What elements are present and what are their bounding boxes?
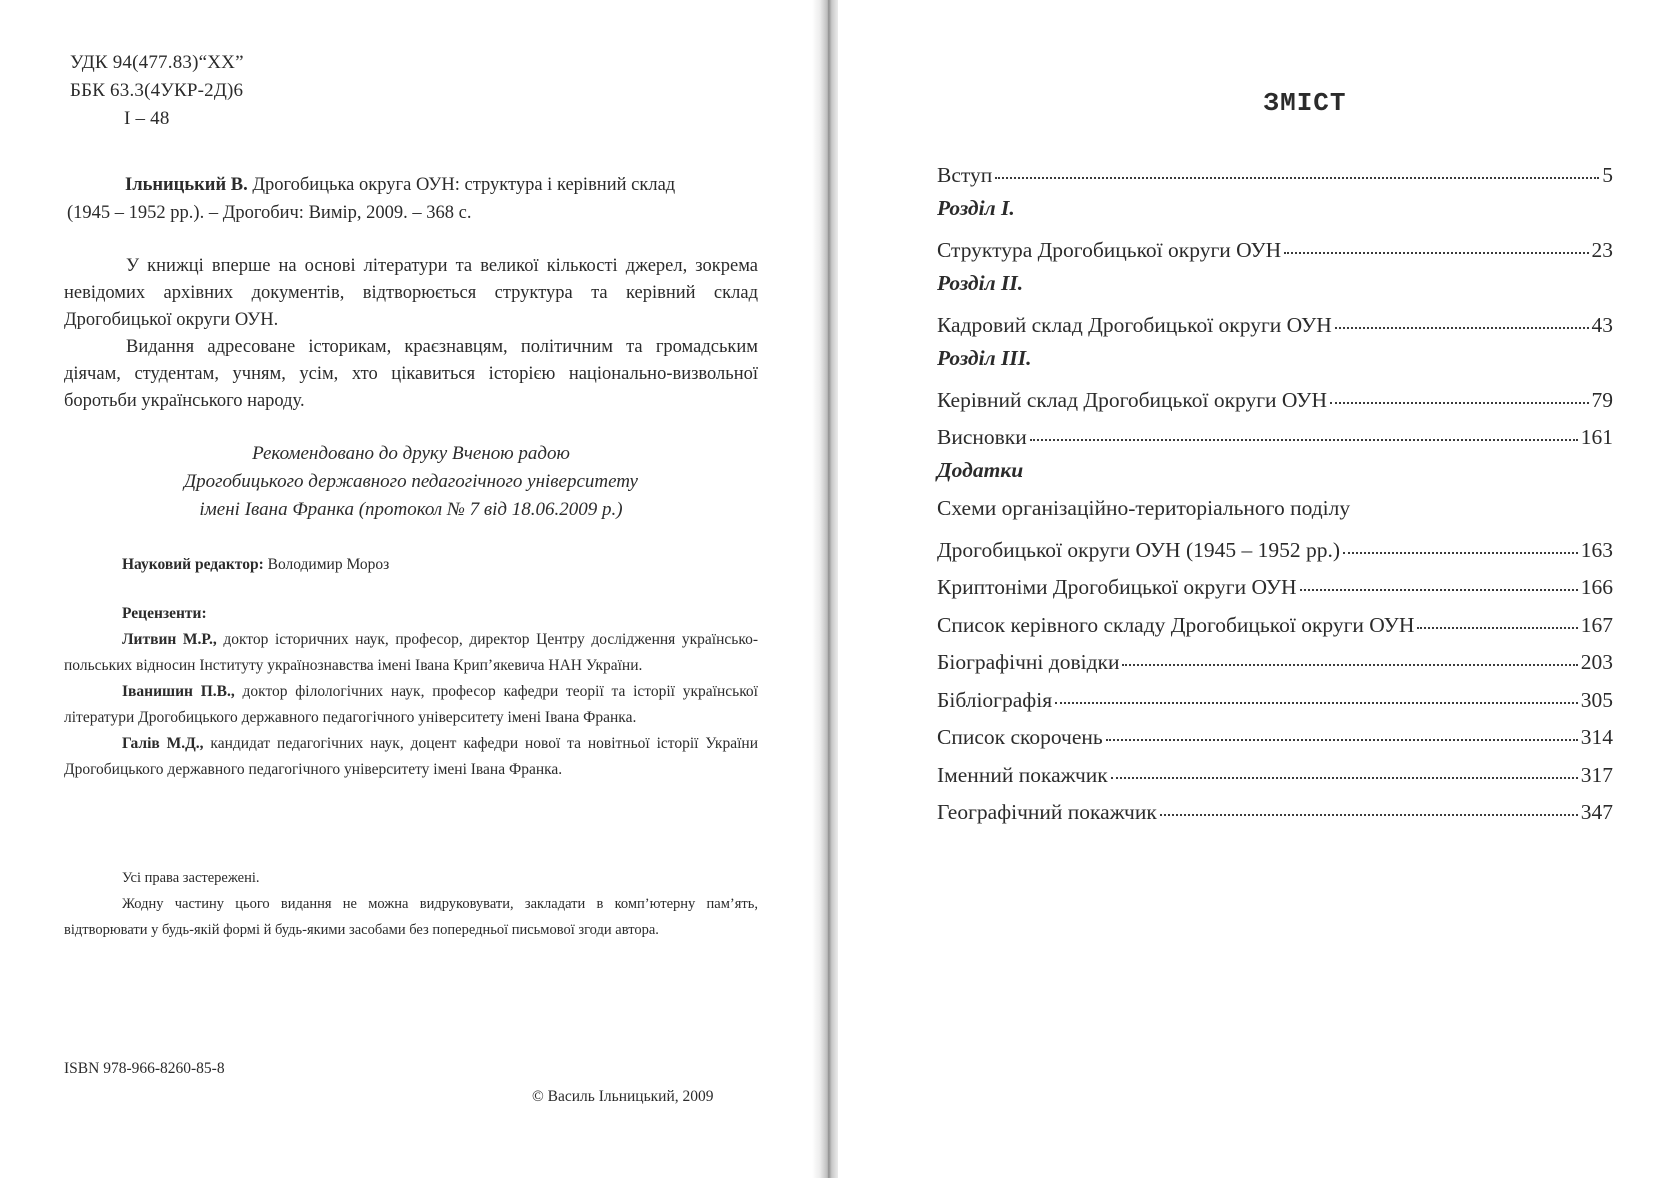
toc-page-number: 79: [1591, 387, 1613, 412]
scientific-editor: [122, 552, 389, 578]
author-mark: І – 48: [124, 108, 170, 129]
copyright-line: © Василь Ільницький, 2009: [532, 1088, 714, 1105]
toc-section-heading: [937, 196, 1613, 234]
annotation: [64, 253, 758, 415]
bbk-line: ББК 63.3(4УКР-2Д)6: [70, 80, 244, 101]
toc-entry-label: Географічний покажчик: [937, 800, 1157, 824]
reviewer-entry: [64, 731, 758, 783]
toc-leader-dots: [1284, 230, 1588, 254]
toc-leader-dots: [1335, 305, 1589, 329]
toc-leader-dots: [1417, 605, 1577, 629]
toc-entry-label: Дрогобицької округи ОУН (1945 – 1952 рр.): [937, 537, 1341, 562]
toc-section-heading: [937, 346, 1613, 384]
toc-entry: [937, 158, 1613, 196]
toc-entry-label: Структура Дрогобицької округи ОУН: [937, 237, 1282, 262]
toc-leader-dots: [1030, 418, 1578, 442]
toc-page-number: 5: [1602, 162, 1613, 187]
toc-page-number: 43: [1591, 312, 1613, 337]
toc-entry-label: Криптоніми Дрогобицької округи ОУН: [937, 575, 1297, 599]
toc-entry-label: Додатки: [937, 458, 1024, 482]
reviewer-entry: [64, 627, 758, 679]
recommendation-line: Рекомендовано до друку Вченою радою: [252, 443, 570, 464]
toc-page-number: 23: [1591, 237, 1613, 262]
reviewer-entry: [64, 679, 758, 731]
editor-name: Володимир Мороз: [263, 556, 390, 573]
toc-entry-label: Список скорочень: [937, 725, 1103, 749]
toc-page-number: 167: [1580, 612, 1613, 637]
table-of-contents: [937, 158, 1613, 833]
toc-entry: [937, 608, 1613, 646]
toc-entry-label: Кадровий склад Дрогобицької округи ОУН: [937, 312, 1332, 337]
reviewer-description: доктор філологічних наук, професор кафедри теорії та історії української літератури Дрогобицького державного педагогічного університету імені Івана Франка.: [64, 683, 758, 726]
toc-entry: [937, 683, 1613, 721]
editor-label: Науковий редактор:: [122, 556, 264, 573]
reviewers-heading: Рецензенти:: [122, 605, 207, 622]
toc-entry: [937, 721, 1613, 759]
recommendation-line: імені Івана Франка (протокол № 7 від 18.06.2009 р.): [199, 499, 623, 520]
toc-entry-label: Іменний покажчик: [937, 762, 1108, 787]
recommendation-line: Дрогобицького державного педагогічного університету: [183, 471, 638, 492]
toc-entry-label: Розділ І.: [937, 195, 1015, 220]
biblio-title: Дрогобицька округа ОУН: структура і керівний склад: [247, 175, 676, 195]
left-page: [0, 0, 818, 1178]
toc-entry: [937, 571, 1613, 609]
toc-leader-dots: [1300, 568, 1578, 592]
toc-page-number: 161: [1580, 425, 1613, 449]
toc-section-heading: [937, 271, 1613, 309]
toc-entry-label: Висновки: [937, 425, 1027, 449]
toc-leader-dots: [1160, 793, 1578, 817]
toc-entry-label: Схеми організаційно-територіального поділу: [937, 495, 1351, 520]
toc-entry: [937, 533, 1613, 571]
toc-entry: [937, 496, 1613, 534]
reviewers-list: [64, 627, 758, 783]
biblio-imprint: (1945 – 1952 рр.). – Дрогобич: Вимір, 2009. – 368 с.: [67, 203, 472, 223]
udk-line: УДК 94(477.83)“XX”: [70, 52, 244, 73]
toc-entry: [937, 646, 1613, 684]
toc-entry: [937, 796, 1613, 834]
toc-leader-dots: [1330, 380, 1589, 404]
biblio-author: Ільницький В.: [125, 175, 248, 195]
reviewer-name: Галів М.Д.,: [122, 735, 204, 752]
rights-paragraph: Жодну частину цього видання не можна видруковувати, закладати в комп’ютерну пам’ять, відтворювати у будь-якій формі й будь-якими засобами без попередньої письмової згоди автора.: [64, 896, 758, 938]
toc-page-number: 203: [1580, 650, 1613, 674]
isbn: ISBN 978-966-8260-85-8: [64, 1060, 225, 1077]
toc-page-number: 314: [1580, 725, 1613, 749]
toc-page-number: 347: [1580, 800, 1613, 824]
toc-leader-dots: [995, 155, 1599, 179]
toc-entry-label: Список керівного складу Дрогобицької округи ОУН: [937, 612, 1415, 637]
toc-section-heading: [937, 458, 1613, 496]
toc-entry-label: Бібліографія: [937, 687, 1053, 712]
toc-entry: [937, 233, 1613, 271]
toc-entry: [937, 758, 1613, 796]
bibliographic-record: [67, 171, 758, 227]
annotation-paragraph: Видання адресоване історикам, краєзнавцям, політичним та громадським діячам, студентам, учням, усім, хто цікавиться історією національно-визвольної боротьби українського народу.: [64, 337, 758, 411]
toc-leader-dots: [1111, 755, 1578, 779]
toc-leader-dots: [1055, 680, 1578, 704]
toc-leader-dots: [1122, 643, 1577, 667]
annotation-paragraph: У книжці вперше на основі літератури та великої кількості джерел, зокрема невідомих архівних документів, відтворюється структура та керівний склад Дрогобицької округи ОУН.: [64, 256, 758, 330]
toc-page-number: 166: [1580, 575, 1613, 599]
toc-entry-label: Вступ: [937, 162, 993, 187]
toc-page-number: 317: [1580, 762, 1613, 787]
toc-entry: [937, 421, 1613, 459]
publication-recommendation: [64, 440, 758, 524]
reviewer-name: Литвин М.Р.,: [122, 631, 217, 648]
reviewer-name: Іванишин П.В.,: [122, 683, 235, 700]
toc-entry: [937, 383, 1613, 421]
toc-entry-label: Керівний склад Дрогобицької округи ОУН: [937, 387, 1327, 412]
toc-entry-label: Розділ ІІ.: [937, 270, 1024, 295]
toc-entry-label: Біографічні довідки: [937, 650, 1120, 674]
toc-page-number: 163: [1580, 537, 1613, 562]
copyright-notice: [64, 865, 758, 943]
toc-entry-label: Розділ ІІІ.: [937, 345, 1032, 370]
toc-page-number: 305: [1580, 687, 1613, 712]
toc-leader-dots: [1343, 530, 1578, 554]
rights-line: Усі права застережені.: [122, 870, 260, 886]
toc-entry: [937, 308, 1613, 346]
toc-title: ЗМІСТ: [1263, 88, 1347, 118]
reviewer-description: кандидат педагогічних наук, доцент кафедри нової та новітньої історії України Дрогобицького державного педагогічного університету імені Івана Франка.: [64, 735, 758, 778]
toc-leader-dots: [1106, 718, 1578, 742]
reviewer-description: доктор історичних наук, професор, директор Центру дослідження українсько-польських відносин Інституту українознавства імені Івана Крип’якевича НАН України.: [64, 631, 758, 674]
